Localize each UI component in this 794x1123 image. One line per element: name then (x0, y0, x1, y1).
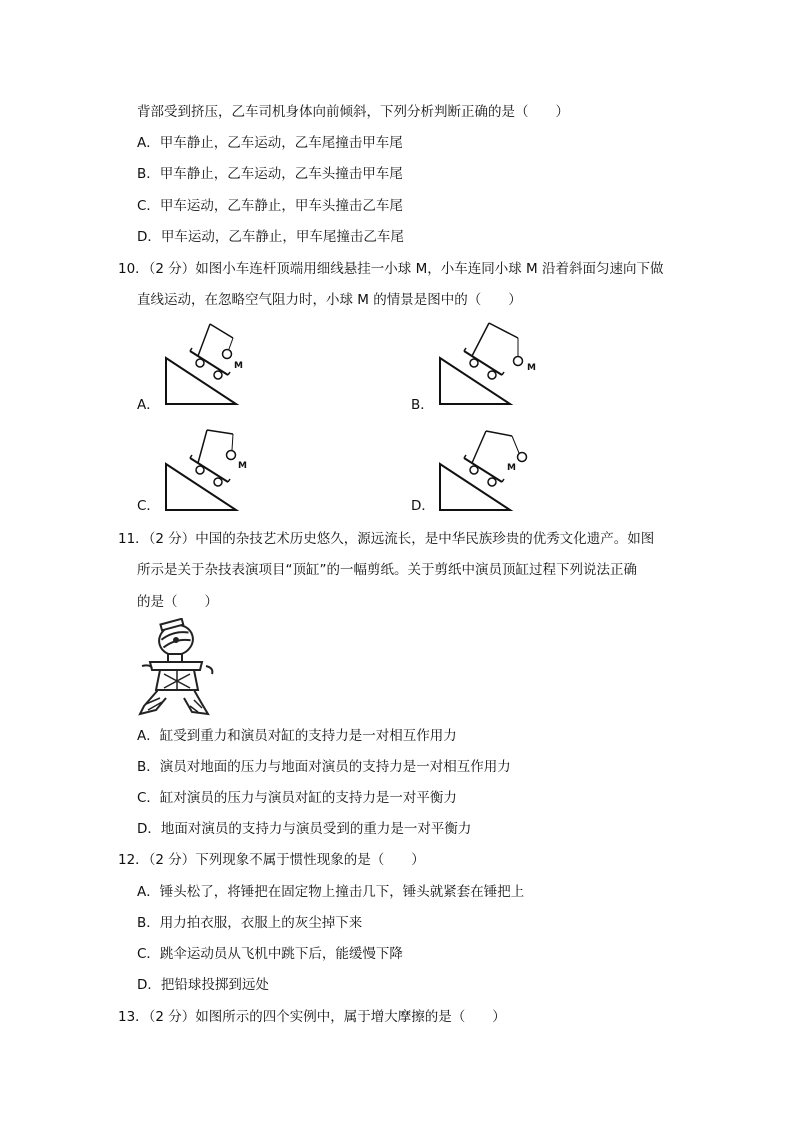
ball-label: M (527, 363, 536, 373)
option-11a: A．缸受到重力和演员对缸的支持力是一对相互作用力 (137, 728, 457, 744)
question-10-stem: 10．（2 分）如图小车连杆顶端用细线悬挂一小球 M，小车连同小球 M 沿着斜面匀速向下做 (118, 261, 664, 277)
option-9a: A．甲车静止，乙车运动，乙车尾撞击甲车尾 (137, 135, 403, 151)
ball-label: M (234, 361, 243, 371)
option-11c: C．缸对演员的压力与演员对缸的支持力是一对平衡力 (137, 790, 457, 806)
figure-10a (160, 318, 255, 410)
figure-10a-label: A． (137, 397, 160, 413)
figure-10b-label: B． (411, 397, 434, 413)
option-12a: A．锤头松了，将锤把在固定物上撞击几下，锤头就紧套在锤把上 (137, 884, 525, 900)
figure-10c (160, 422, 255, 514)
option-12b: B．用力拍衣服，衣服上的灰尘掉下来 (137, 915, 363, 931)
option-9b: B．甲车静止，乙车运动，乙车头撞击甲车尾 (137, 166, 403, 182)
figure-10c-label: C． (137, 498, 160, 514)
option-11b: B．演员对地面的压力与地面对演员的支持力是一对相互作用力 (137, 759, 511, 775)
question-11-stem: 11．（2 分）中国的杂技艺术历史悠久，源远流长，是中华民族珍贵的优秀文化遗产。如图 (118, 531, 655, 547)
figure-10b (434, 318, 539, 410)
option-9c: C．甲车运动，乙车静止，甲车头撞击乙车尾 (137, 198, 403, 214)
ball-label: M (238, 461, 247, 471)
option-12d: D．把铅球投掷到远处 (137, 977, 269, 993)
option-9d: D．甲车运动，乙车静止，甲车尾撞击乙车尾 (137, 229, 404, 245)
question-11-stem-2: 所示是关于杂技表演项目“顶缸”的一幅剪纸。关于剪纸中演员顶缸过程下列说法正确 (137, 562, 637, 578)
figure-10d (434, 422, 539, 514)
question-12-stem: 12．（2 分）下列现象不属于惯性现象的是（ ） (118, 852, 425, 868)
question-9-stem-continued: 背部受到挤压，乙车司机身体向前倾斜，下列分析判断正确的是（ ） (137, 104, 569, 120)
question-11-stem-3: 的是（ ） (137, 594, 218, 610)
figure-10d-label: D． (411, 498, 435, 514)
option-11d: D．地面对演员的支持力与演员受到的重力是一对平衡力 (137, 821, 472, 837)
question-13-stem: 13．（2 分）如图所示的四个实例中，属于增大摩擦的是（ ） (118, 1009, 506, 1025)
question-10-stem-2: 直线运动，在忽略空气阻力时，小球 M 的情景是图中的（ ） (137, 292, 522, 308)
papercut-acrobat-image (136, 618, 220, 718)
ball-label: M (507, 463, 516, 473)
option-12c: C．跳伞运动员从飞机中跳下后，能缓慢下降 (137, 946, 403, 962)
